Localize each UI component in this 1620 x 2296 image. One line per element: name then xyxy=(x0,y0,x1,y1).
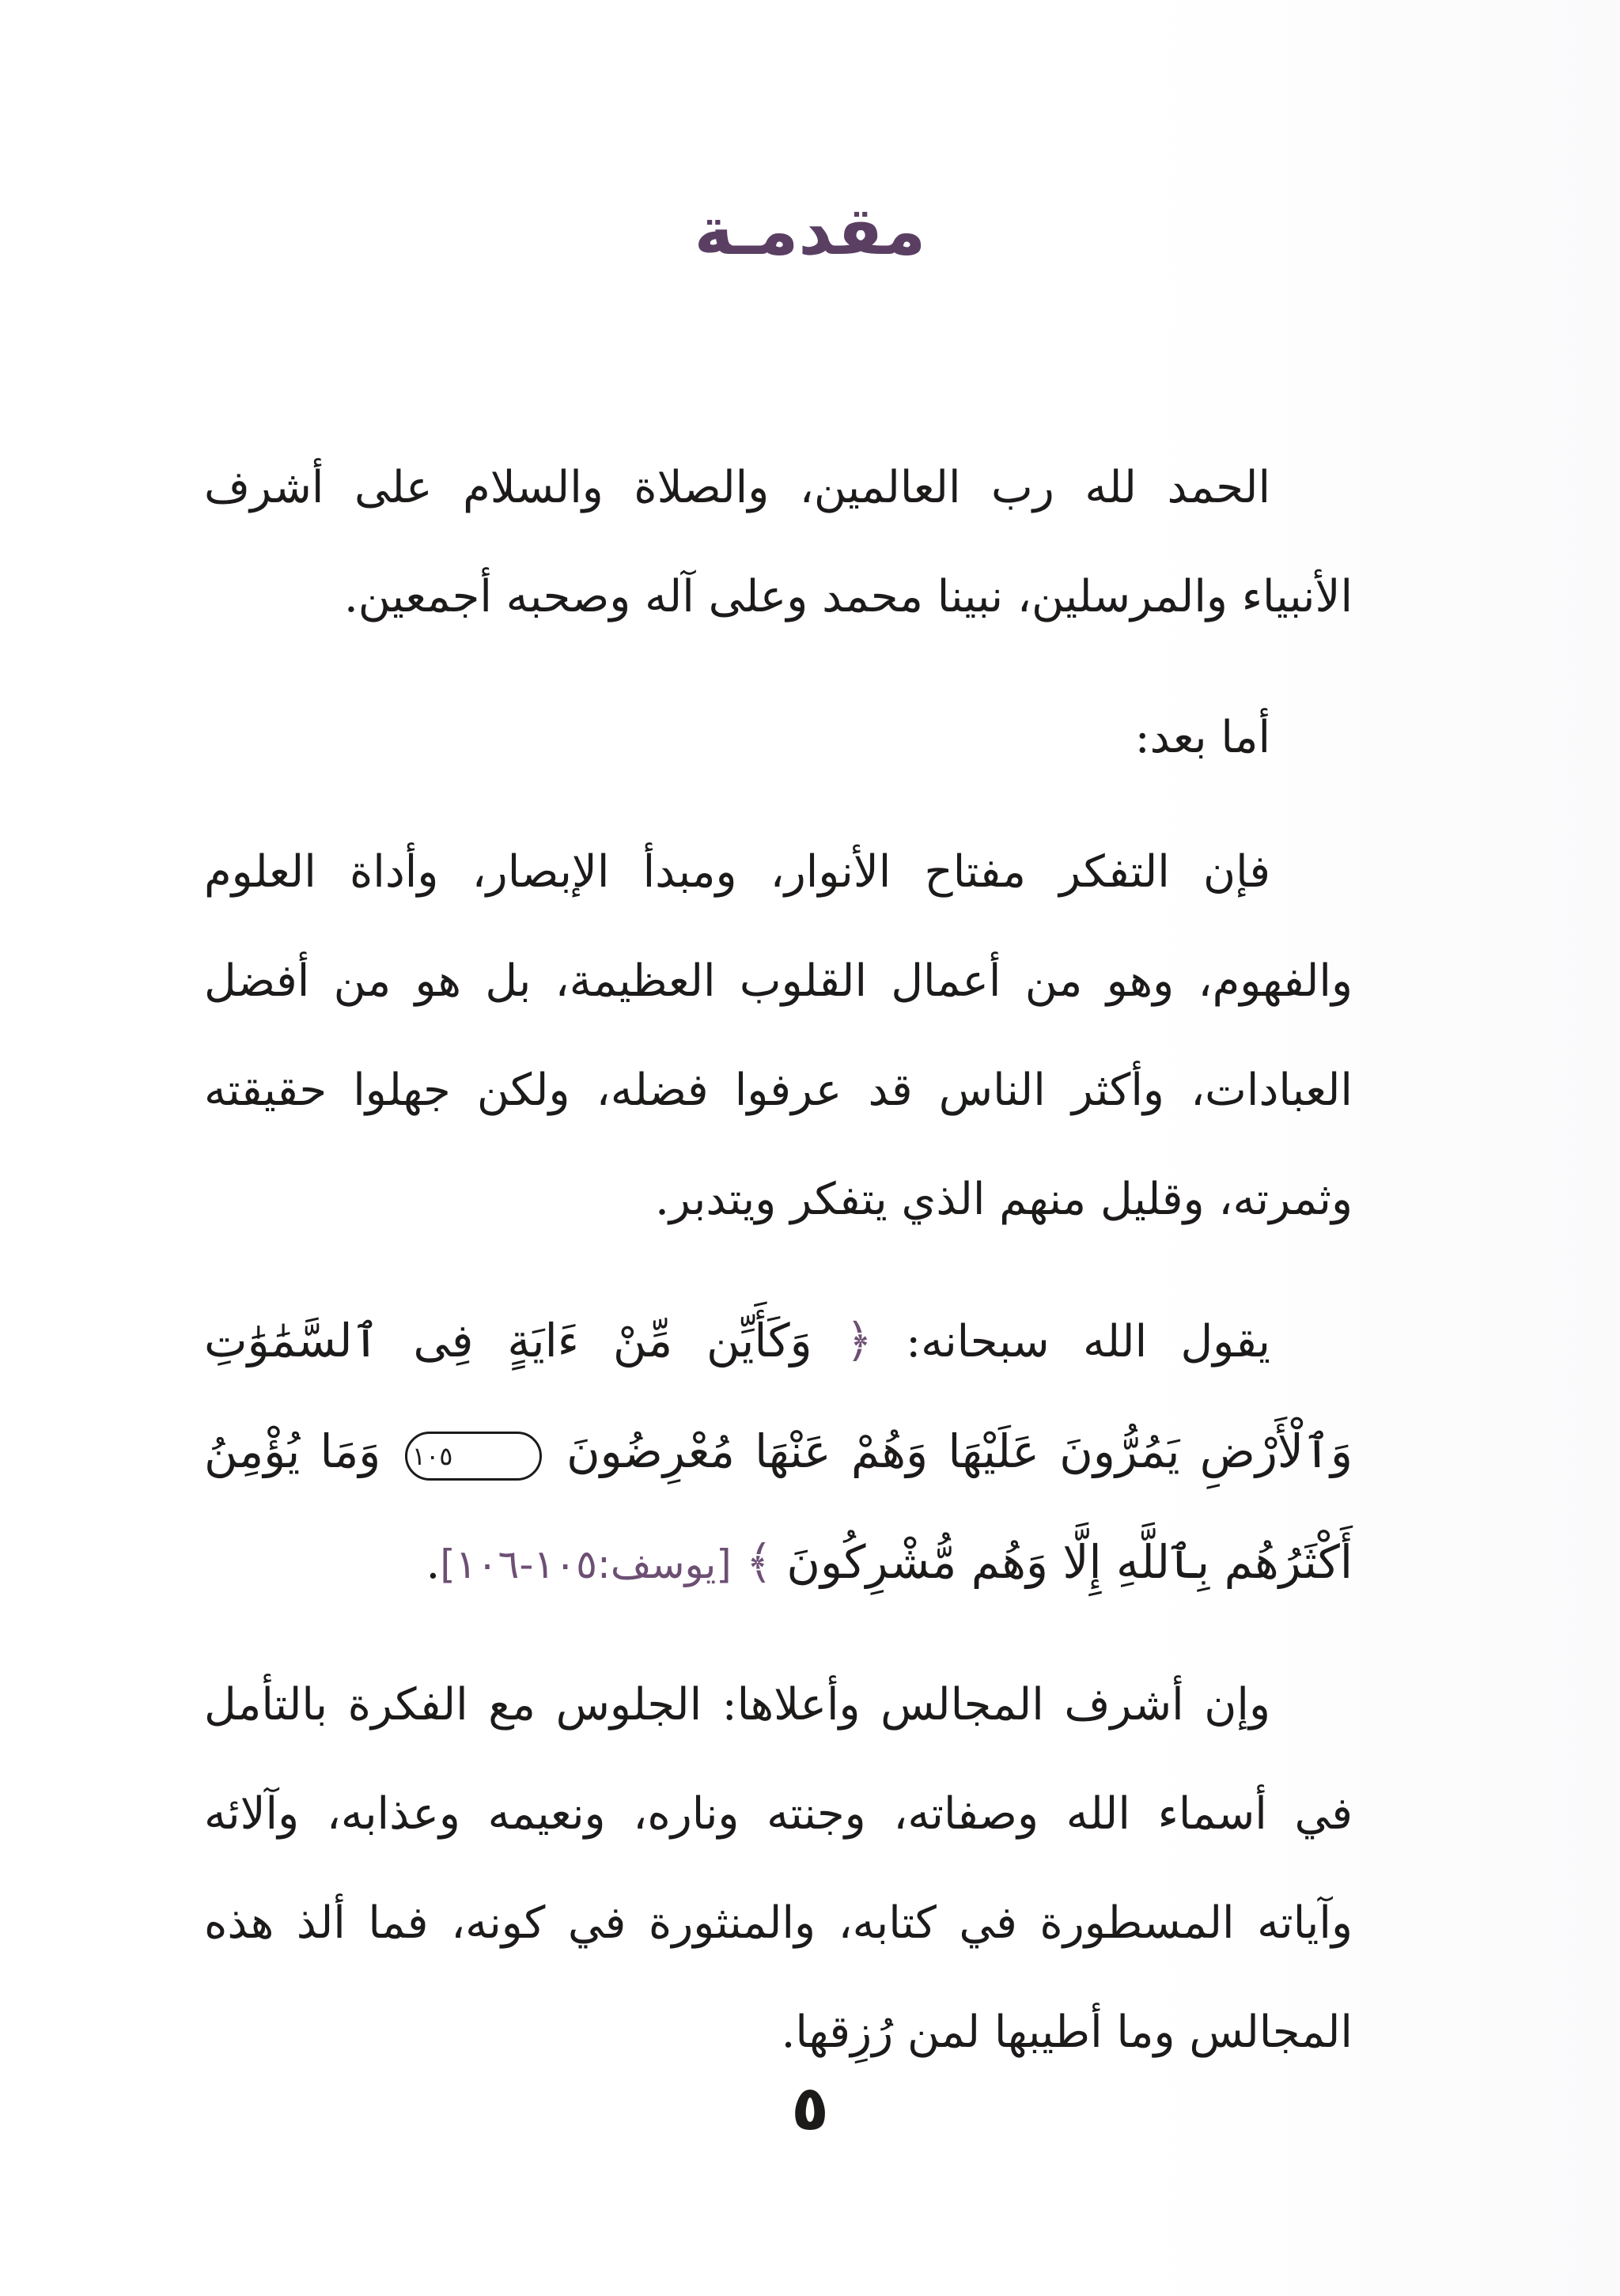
verse-reference: [يوسف:١٠٥-١٠٦] xyxy=(440,1541,732,1587)
page-body xyxy=(204,433,1353,2119)
ornate-open-bracket: ﴿ xyxy=(845,1314,872,1367)
verse-reference-period: . xyxy=(426,1538,441,1589)
paragraph-opening-praise: الحمد لله رب العالمين، والصلاة والسلام على أشرف الأنبياء والمرسلين، نبينا محمد وعلى آله وصحبه أجمعين. xyxy=(204,462,1353,622)
paragraph-reflection-intro: فإن التفكر مفتاح الأنوار، ومبدأ الإبصار، وأداة العلوم والفهوم، وهو من أعمال القلوب العظيمة، بل هو من أفضل العبادات، وأكثر الناس قد عرفوا فضله، ولكن جهلوا حقيقته وثمرته، وقليل منهم الذي يتفكر ويتدبر. xyxy=(204,846,1353,1225)
ayah-number-marker: ١٠٥ xyxy=(405,1432,543,1481)
page-number: ٥ xyxy=(791,2073,829,2144)
paragraph-noble-gatherings: وإن أشرف المجالس وأعلاها: الجلوس مع الفكرة بالتأمل في أسماء الله وصفاته، وجنته وناره، ونعيمه وعذابه، وآلائه وآياته المسطورة في كتابه، والمنثورة في كونه، فما ألذ هذه المجالس وما أطيبها لمن رُزِقها. xyxy=(204,1679,1353,2058)
quran-verse-part-2: وَمَا يُؤْمِنُ أَكْثَرُهُم بِٱللَّهِ إِلَّا وَهُم مُّشْرِكُونَ xyxy=(204,1424,1353,1589)
ornate-close-bracket: ﴾ xyxy=(745,1535,773,1589)
quote-intro: يقول الله سبحانه: xyxy=(906,1316,1270,1367)
paragraph-quran-quote xyxy=(204,1286,1353,1619)
page-title: مقدمـة xyxy=(694,192,926,270)
paragraph-amma-bad: أما بعد: xyxy=(1134,712,1270,763)
quran-verse-part-1: وَكَأَيِّن مِّنْ ءَايَةٍ فِى ٱلسَّمَٰوَٰتِ وَٱلْأَرْضِ يَمُرُّونَ عَلَيْهَا وَهُمْ عَنْهَا مُعْرِضُونَ xyxy=(204,1314,1353,1478)
